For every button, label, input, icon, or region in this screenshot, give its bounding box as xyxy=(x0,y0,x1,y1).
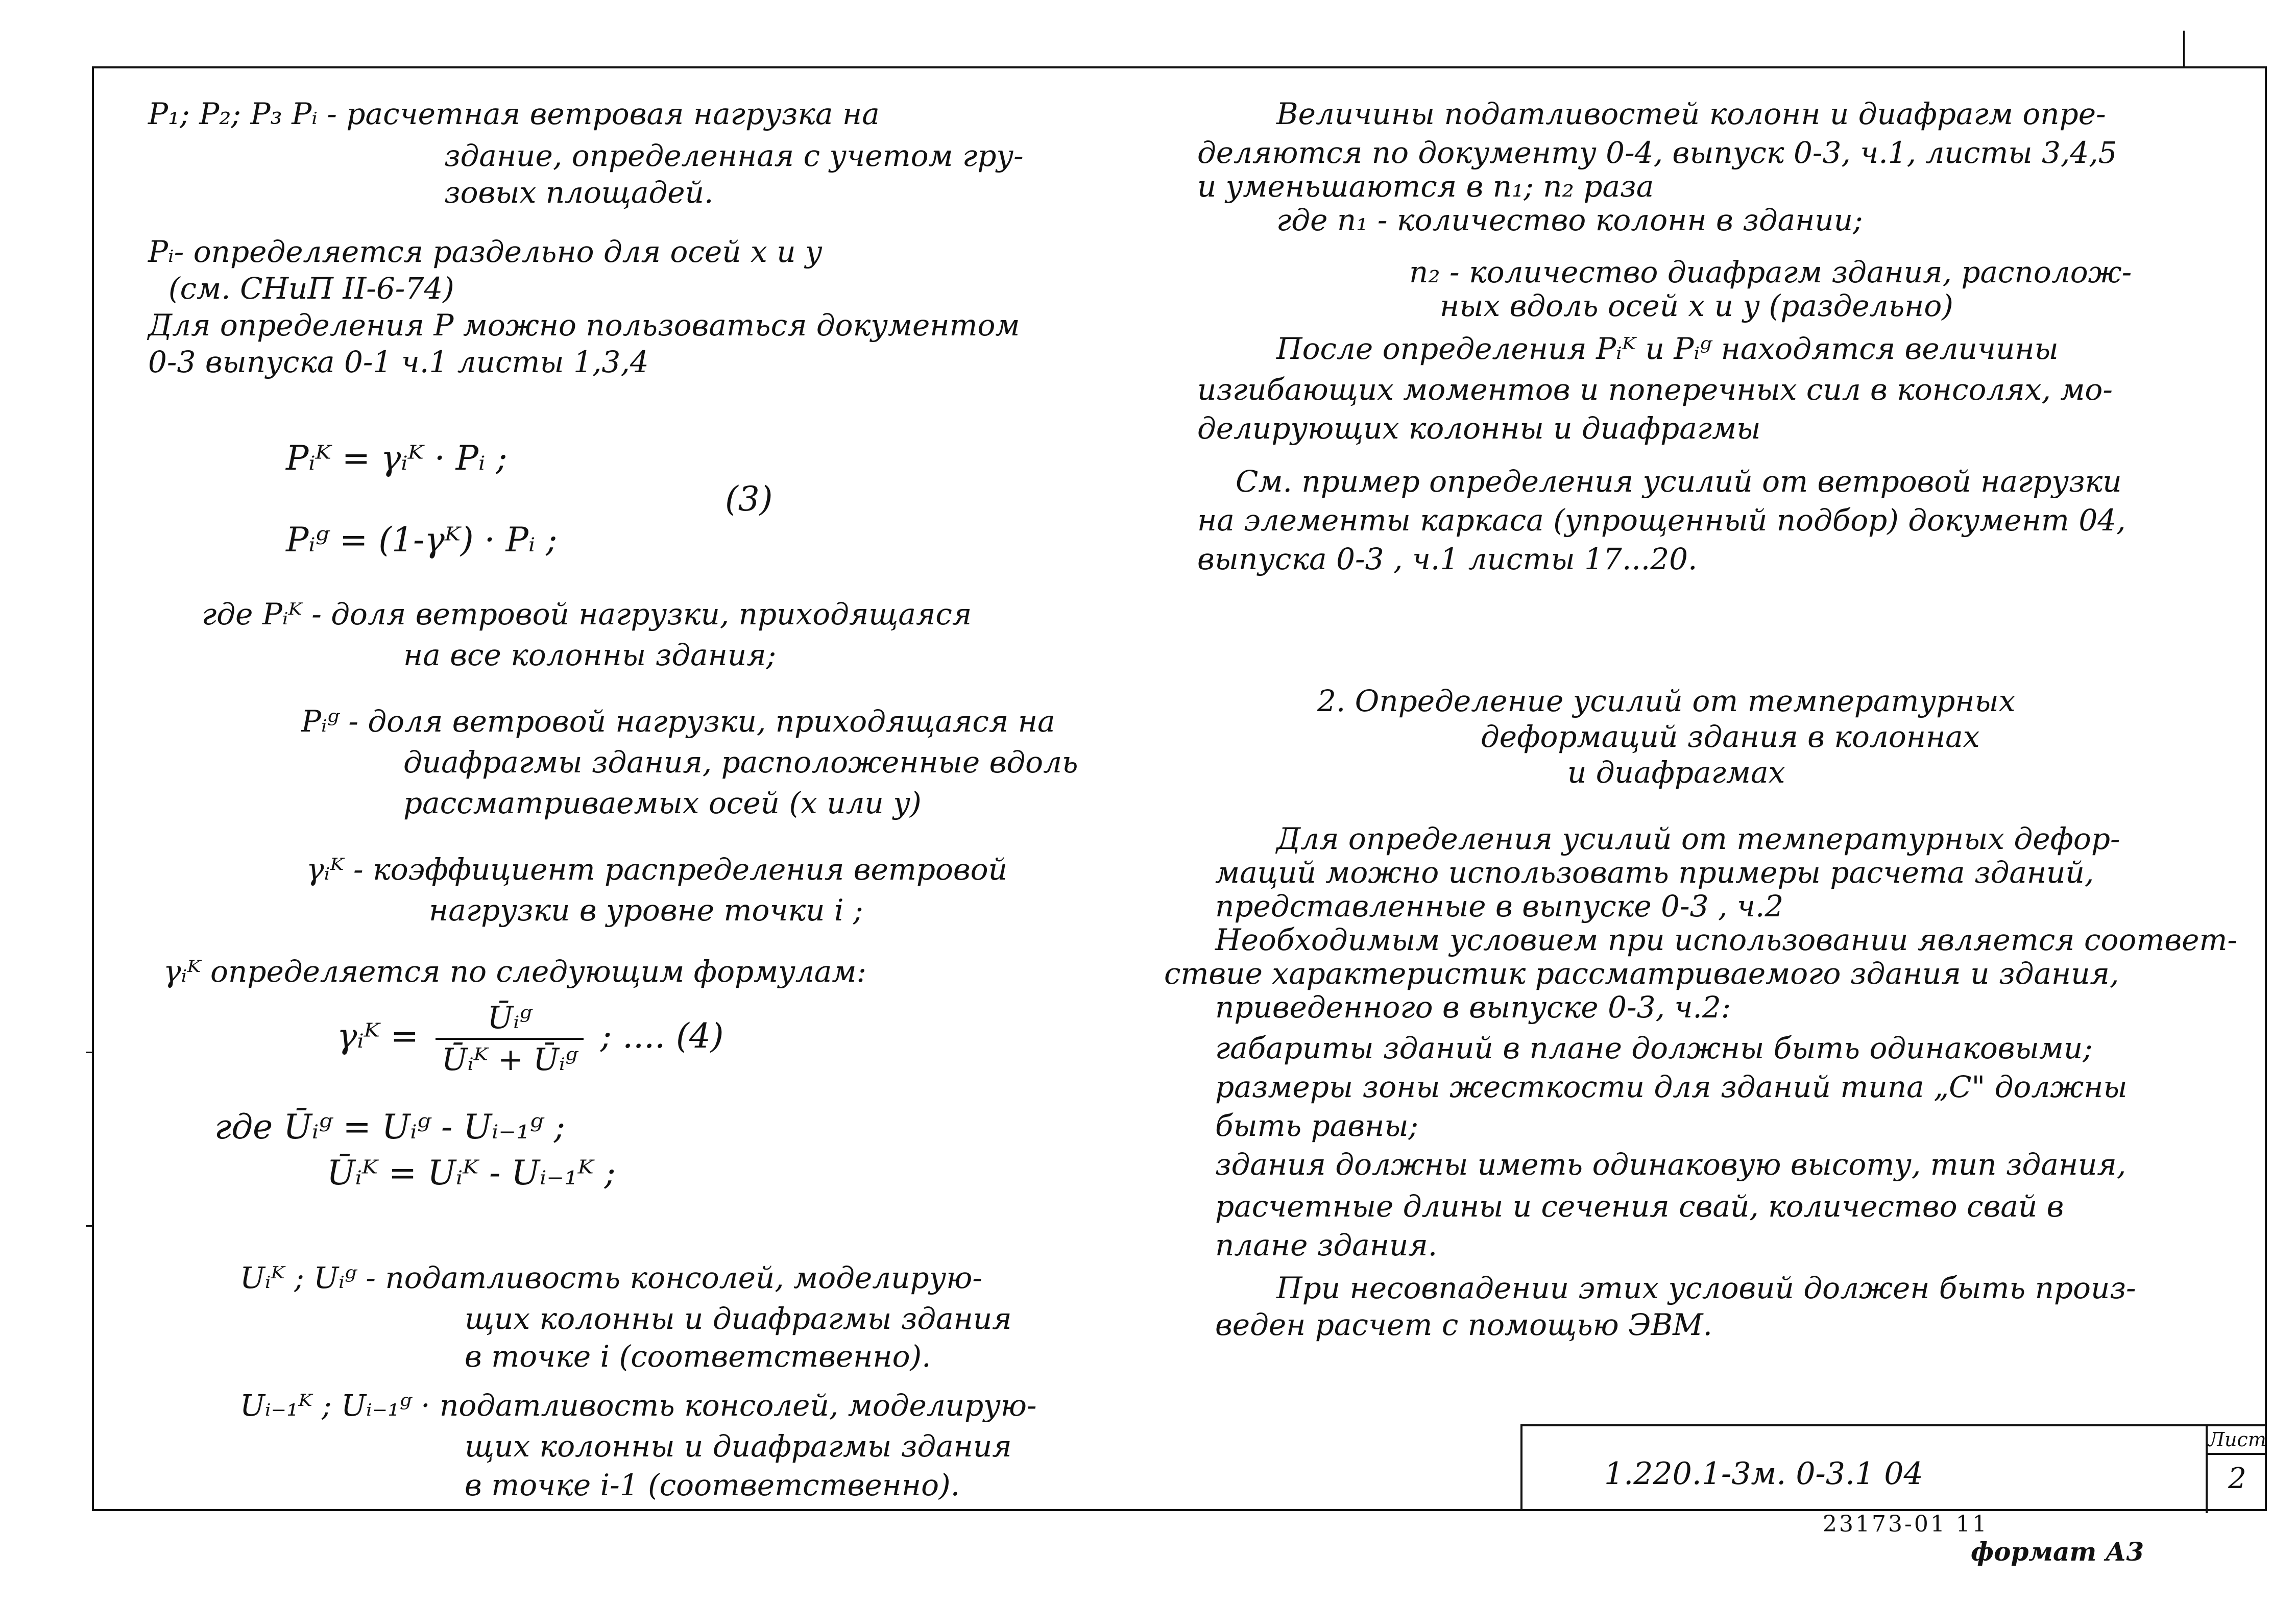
right-par3-line-3: выпуска 0-3 , ч.1 листы 17...20. xyxy=(1197,542,1698,576)
right-par4-line-11: расчетные длины и сечения свай, количество свай в xyxy=(1215,1189,2064,1224)
right-par3-line-1: См. пример определения усилий от ветровой нагрузки xyxy=(1236,464,2122,499)
formula-4 xyxy=(337,998,724,1080)
left-edge-tick xyxy=(86,1225,92,1227)
right-par4-line-12: плане здания. xyxy=(1215,1228,1438,1262)
formula-3-line-2: Pᵢᵍ = (1-γᴷ) · Pᵢ ; xyxy=(286,520,558,560)
right-par5-line-2: веден расчет с помощью ЭВМ. xyxy=(1215,1307,1712,1342)
formula-4-denominator: Ūᵢᴷ + Ūᵢᵍ xyxy=(442,1042,577,1078)
formula-4-fraction xyxy=(436,998,584,1080)
sheet-label: Лист xyxy=(2208,1426,2267,1455)
section-heading-line-1: 2. Определение усилий от температурных xyxy=(1317,684,2016,718)
ui-definition-line-2: щих колонны и диафрагмы здания xyxy=(465,1301,1012,1336)
formula-3-number: (3) xyxy=(725,479,773,519)
right-par1-line-4: где n₁ - количество колонн в здании; xyxy=(1276,203,1863,237)
right-par5-line-1: При несовпадении этих условий должен быть произ- xyxy=(1276,1271,2136,1305)
where-gamma-line-2: нагрузки в уровне точки i ; xyxy=(429,893,863,928)
formula-4-numerator: Ūᵢᵍ xyxy=(436,998,584,1040)
right-par4-line-7: габариты зданий в плане должны быть одинаковыми; xyxy=(1215,1031,2093,1065)
ui1-definition-line-2: щих колонны и диафрагмы здания xyxy=(465,1429,1012,1464)
right-par4-line-10: здания должны иметь одинаковую высоту, тип здания, xyxy=(1215,1147,2126,1182)
ui1-definition-line-1: Uᵢ₋₁ᴷ ; Uᵢ₋₁ᵍ · податливость консолей, моделирую- xyxy=(240,1388,1037,1423)
where-pk-line-1: где Pᵢᴷ - доля ветровой нагрузки, приходящаяся xyxy=(202,597,972,631)
section-heading-line-2: деформаций здания в колоннах xyxy=(1481,719,1980,754)
right-par2-line-3: делирующих колонны и диафрагмы xyxy=(1197,411,1761,446)
right-par1-line-2: деляются по документу 0-4, выпуск 0-3, ч.1, листы 3,4,5 xyxy=(1197,135,2117,170)
p-definition-line-2: здание, определенная с учетом гру- xyxy=(444,138,1024,173)
right-par4-line-3: представленные в выпуске 0-3 , ч.2 xyxy=(1215,889,1784,923)
right-par1-line-6: ных вдоль осей x и y (раздельно) xyxy=(1440,288,1953,323)
right-par2-line-1: После определения Pᵢᴷ и Pᵢᵍ находятся величины xyxy=(1276,331,2059,366)
right-par4-line-9: быть равны; xyxy=(1215,1108,1419,1143)
right-par4-line-1: Для определения усилий от температурных дефор- xyxy=(1276,821,2120,856)
sheet-number: 2 xyxy=(2228,1462,2246,1495)
where-u-line-2: Ūᵢᴷ = Uᵢᴷ - Uᵢ₋₁ᴷ ; xyxy=(327,1153,616,1193)
where-gamma-line-1: γᵢᴷ - коэффициент распределения ветровой xyxy=(306,852,1007,887)
right-par1-line-5: n₂ - количество диафрагм здания, располож- xyxy=(1409,255,2132,289)
ui-definition-line-3: в точке i (соответственно). xyxy=(465,1339,931,1374)
top-edge-tick xyxy=(2183,31,2185,66)
p-definition-line-1: P₁; P₂; P₃ Pᵢ - расчетная ветровая нагрузка на xyxy=(148,96,880,131)
p-note-line-4: 0-3 выпуска 0-1 ч.1 листы 1,3,4 xyxy=(148,345,649,379)
ui-definition-line-1: Uᵢᴷ ; Uᵢᵍ - податливость консолей, моделирую- xyxy=(240,1260,982,1295)
p-note-line-2: (см. СНиП II-6-74) xyxy=(168,271,454,306)
where-pg-line-1: Pᵢᵍ - доля ветровой нагрузки, приходящаяся на xyxy=(301,704,1055,739)
right-par2-line-2: изгибающих моментов и поперечных сил в консолях, мо- xyxy=(1197,372,2113,407)
where-u-line-1: где Ūᵢᵍ = Uᵢᵍ - Uᵢ₋₁ᵍ ; xyxy=(214,1107,566,1147)
formula-3-line-1: Pᵢᴷ = γᵢᴷ · Pᵢ ; xyxy=(286,439,507,478)
where-pg-line-3: рассматриваемых осей (x или y) xyxy=(403,786,922,820)
right-par1-line-1: Величины податливостей колонн и диафрагм опре- xyxy=(1276,96,2106,131)
right-par4-line-8: размеры зоны жесткости для зданий типа „С" должны xyxy=(1215,1069,2128,1104)
paper-format: формат А3 xyxy=(1971,1537,2144,1567)
right-par3-line-2: на элементы каркаса (упрощенный подбор) документ 04, xyxy=(1197,503,2126,538)
right-par4-line-2: маций можно использовать примеры расчета зданий, xyxy=(1215,855,2094,890)
formula-4-lhs: γᵢᴷ = xyxy=(337,1016,419,1056)
p-definition-line-3: зовых площадей. xyxy=(444,175,714,210)
inventory-number: 23173-01 11 xyxy=(1823,1511,1989,1537)
gamma-definition: γᵢᴷ определяется по следующим формулам: xyxy=(163,954,866,989)
section-heading-line-3: и диафрагмах xyxy=(1567,755,1785,790)
right-par4-line-4: Необходимым условием при использовании является соответ- xyxy=(1215,922,2238,957)
right-par1-line-3: и уменьшаются в n₁; n₂ раза xyxy=(1197,169,1654,204)
ui1-definition-line-3: в точке i-1 (соответственно). xyxy=(465,1468,960,1502)
where-pk-line-2: на все колонны здания; xyxy=(403,638,777,672)
p-note-line-1: Pᵢ- определяется раздельно для осей x и y xyxy=(148,234,822,269)
where-pg-line-2: диафрагмы здания, расположенные вдоль xyxy=(403,745,1078,780)
p-note-line-3: Для определения P можно пользоваться документом xyxy=(148,308,1020,343)
document-code: 1.220.1-3м. 0-3.1 04 xyxy=(1604,1456,1923,1492)
right-par4-line-6: приведенного в выпуске 0-3, ч.2: xyxy=(1215,990,1731,1025)
formula-4-tail: ; .... (4) xyxy=(600,1016,724,1056)
right-par4-line-5: ствие характеристик рассматриваемого здания и здания, xyxy=(1164,956,2119,991)
left-edge-tick xyxy=(86,1052,92,1053)
title-block-stamp xyxy=(1520,1424,2267,1511)
sheet-box xyxy=(2206,1426,2267,1513)
